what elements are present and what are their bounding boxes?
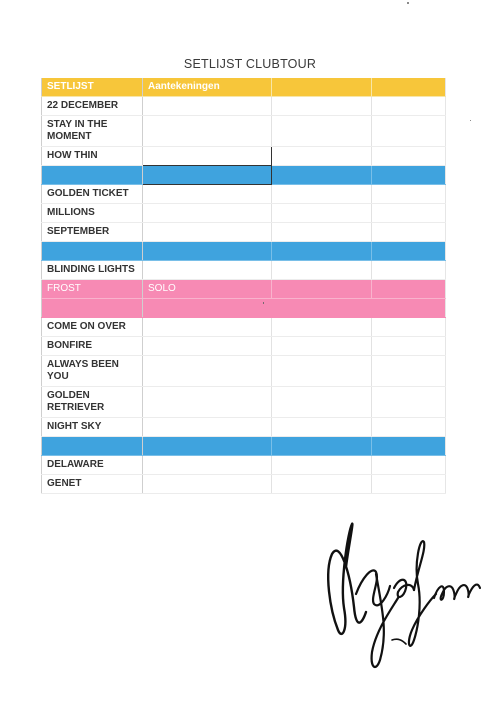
empty-cell [272,418,372,437]
empty-cell [272,299,372,318]
empty-cell [372,116,446,147]
header-notes: Aantekeningen [143,78,272,97]
empty-cell [42,437,143,456]
table-row [42,418,446,437]
table-row [42,387,446,418]
song-title: ALWAYS BEEN YOU [42,356,143,387]
song-title: GOLDEN TICKET [42,185,143,204]
empty-cell [143,318,272,337]
song-title: HOW THIN [42,147,143,166]
song-title: BLINDING LIGHTS [42,261,143,280]
empty-cell [372,475,446,494]
empty-cell [272,456,372,475]
table-row [42,456,446,475]
empty-cell [272,261,372,280]
table-row [42,147,446,166]
song-title: SEPTEMBER [42,223,143,242]
empty-cell [143,223,272,242]
empty-cell [272,223,372,242]
page-title: SETLIJST CLUBTOUR [183,57,317,71]
divider-row-blue [42,437,446,456]
table-row [42,223,446,242]
empty-cell [372,280,446,299]
divider-row-blue [42,166,446,185]
table-row [42,475,446,494]
empty-cell [272,475,372,494]
song-title: GENET [42,475,143,494]
empty-cell [272,147,372,166]
empty-cell [143,261,272,280]
empty-cell [143,356,272,387]
empty-cell [42,299,143,318]
empty-cell [372,318,446,337]
empty-cell [372,418,446,437]
header-setlist: SETLIJST [42,78,143,97]
song-title: DELAWARE [42,456,143,475]
table-row [42,318,446,337]
empty-cell [372,97,446,116]
empty-cell [143,475,272,494]
empty-cell [372,204,446,223]
song-title: 22 DECEMBER [42,97,143,116]
scan-speck [470,120,471,121]
empty-cell [143,147,272,166]
empty-cell [272,166,372,185]
table-header-row [42,78,446,97]
empty-cell [272,437,372,456]
empty-cell [42,242,143,261]
empty-cell [272,204,372,223]
song-title: MILLIONS [42,204,143,223]
empty-cell [372,337,446,356]
empty-cell [143,185,272,204]
song-title: FROST [42,280,143,299]
song-title: STAY IN THE MOMENT [42,116,143,147]
header-empty-1 [272,78,372,97]
empty-cell [143,242,272,261]
empty-cell [372,147,446,166]
empty-cell [272,318,372,337]
empty-cell [272,97,372,116]
empty-cell [372,185,446,204]
empty-cell [272,185,372,204]
song-note: SOLO [143,280,272,299]
empty-cell [42,166,143,185]
setlist-table [41,78,446,494]
empty-cell [143,204,272,223]
empty-cell [143,456,272,475]
empty-cell [143,337,272,356]
empty-cell [143,387,272,418]
divider-row-blue [42,242,446,261]
table-row [42,356,446,387]
table-row [42,261,446,280]
handwritten-signature [318,512,488,682]
empty-cell [372,356,446,387]
empty-cell [143,299,272,318]
scan-speck [263,302,264,304]
empty-cell [272,280,372,299]
table-row [42,337,446,356]
header-empty-2 [372,78,446,97]
empty-cell [272,337,372,356]
empty-cell [372,223,446,242]
empty-cell [143,166,272,185]
empty-cell [143,116,272,147]
table-row [42,185,446,204]
empty-cell [372,261,446,280]
empty-cell [372,242,446,261]
empty-cell [143,437,272,456]
empty-cell [372,299,446,318]
empty-cell [272,242,372,261]
empty-cell [272,116,372,147]
song-title: COME ON OVER [42,318,143,337]
song-title: NIGHT SKY [42,418,143,437]
setlist-table-body [42,78,446,494]
table-row [42,97,446,116]
table-row [42,116,446,147]
song-title: GOLDEN RETRIEVER [42,387,143,418]
empty-cell [372,166,446,185]
empty-cell [372,437,446,456]
song-title: BONFIRE [42,337,143,356]
table-row-highlight [42,280,446,299]
empty-cell [272,356,372,387]
table-row [42,204,446,223]
scan-speck [407,2,409,4]
empty-cell [143,97,272,116]
empty-cell [372,387,446,418]
divider-row-pink [42,299,446,318]
empty-cell [272,387,372,418]
empty-cell [143,418,272,437]
empty-cell [372,456,446,475]
